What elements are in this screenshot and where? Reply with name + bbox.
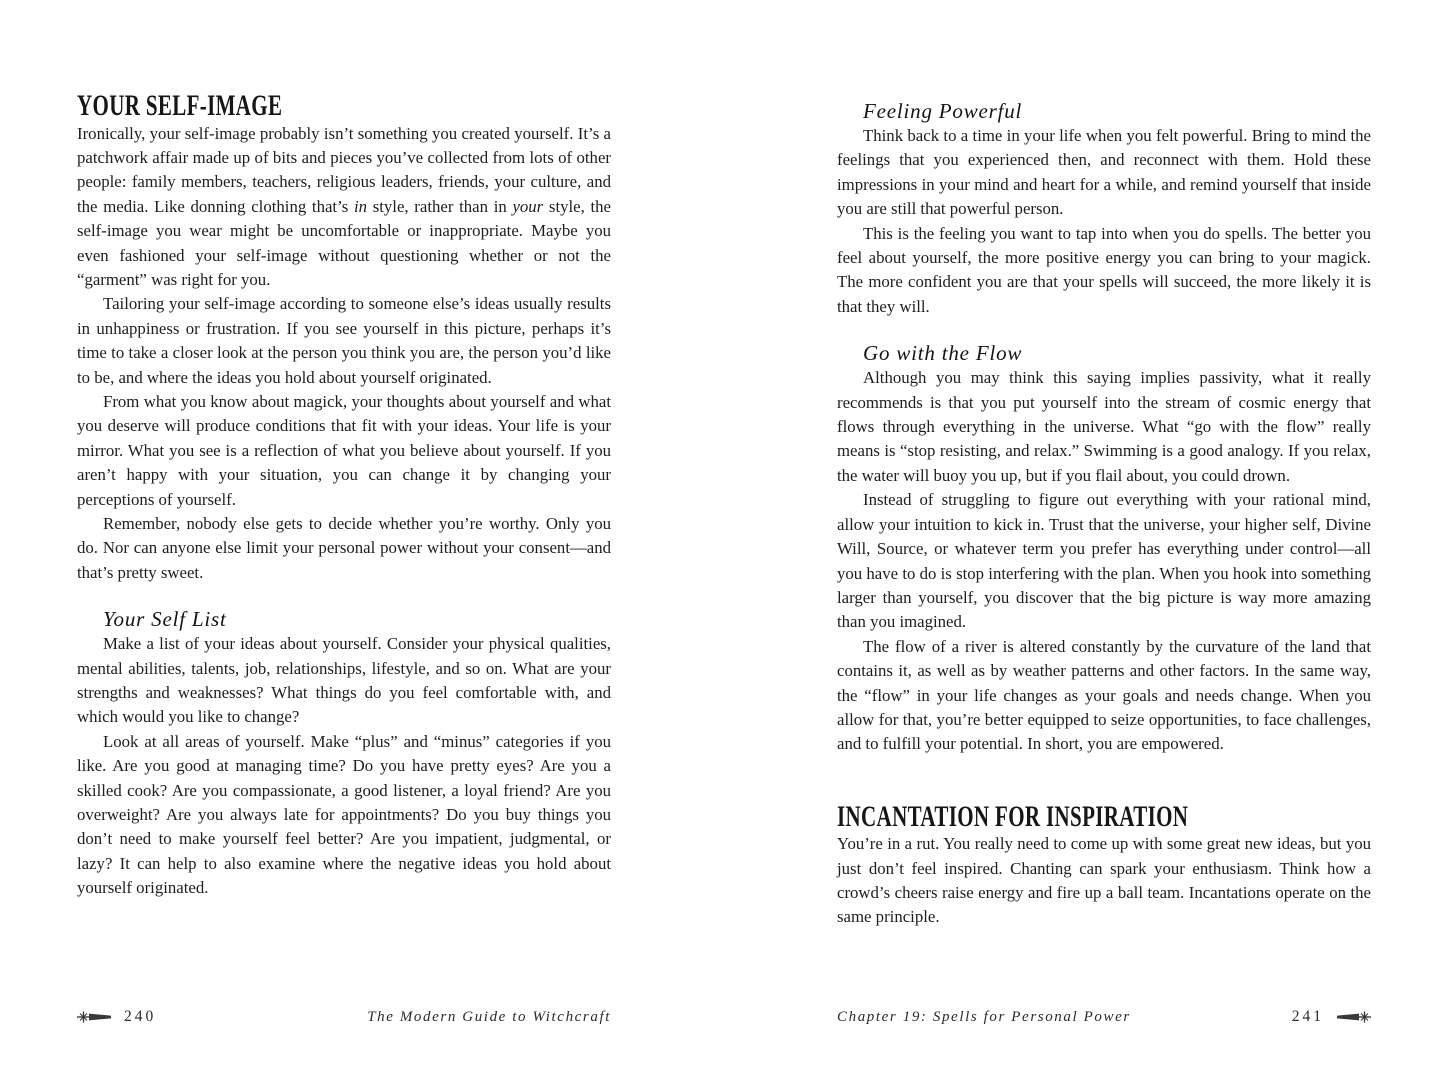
- paragraph: Think back to a time in your life when you felt powerful. Bring to mind the feelings that you experienced then, and reconnect with them. Hold these impressions in your mind and heart for a while, and remind yourself that inside you are still that powerful person.: [837, 126, 1371, 219]
- subheading-feeling-powerful: Feeling Powerful: [863, 99, 1023, 123]
- arrow-right-ornament-icon: [77, 1009, 111, 1025]
- paragraph: Look at all areas of yourself. Make “plus” and “minus” categories if you like. Are you good at managing time? Do you have pretty eyes? Are you a skilled cook? Are you compassionate, a good listener, a loyal friend? Are you overweight? Are you always late for appointments? Do you buy things you don’t need to make yourself feel better? Are you impatient, judgmental, or lazy? It can help to also examine where the negative ideas you hold about yourself originated.: [77, 731, 611, 898]
- paragraph: Instead of struggling to figure out everything with your rational mind, allow your intuition to kick in. Trust that the universe, your higher self, Divine Will, Source, or whatever term you prefer has everything under control—all you have to do is stop interfering with the plan. When you hook into something larger than yourself, you discover that the big picture is way more amazing than you imagined.: [837, 490, 1371, 632]
- paragraph-italic: in: [353, 196, 368, 216]
- subheading-your-self-list: Your Self List: [103, 607, 227, 632]
- paragraph: Although you may think this saying implies passivity, what it really recommends is that you put yourself into the stream of cosmic energy that flows through everything in the universe. What “go with the flow” really means is “stop resisting, and relax.” Swimming is a good analogy. If you relax, the water will buoy you up, but if you flail about, you could drown.: [837, 368, 1371, 485]
- chapter-title: Chapter 19: Spells for Personal Power: [837, 1008, 1131, 1025]
- section-heading-your-self-image: [77, 90, 611, 122]
- subheading-go-with-the-flow: Go with the Flow: [863, 341, 1023, 366]
- left-footer: [77, 1008, 611, 1026]
- paragraph-text: style, rather than in: [367, 196, 513, 216]
- right-footer: [837, 1008, 1371, 1026]
- paragraph: [77, 122, 611, 293]
- paragraph: From what you know about magick, your thoughts about yourself and what you deserve will produce conditions that fit with your ideas. Your life is your mirror. What you see is a reflection of what you believe about yourself. If you aren’t happy with your situation, you can change it by changing your perceptions of yourself.: [77, 391, 611, 509]
- paragraph: You’re in a rut. You really need to come up with some great new ideas, but you just don’t feel inspired. Chanting can spark your enthusiasm. Think how a crowd’s cheers raise energy and fire up a ball team. Incantations operate on the same principle.: [837, 834, 1371, 927]
- section-heading-text: INCANTATION FOR INSPIRATION: [837, 799, 1189, 833]
- paragraph-text: Ironically, your self-image probably isn’t something you created yourself. It’s a patchwork affair made up of bits and pieces you’ve collected from lots of other people: family members, teachers, religious leaders, friends, your culture, and the media. Like donning clothing that’s: [77, 123, 611, 216]
- page-number: 240: [124, 1008, 157, 1025]
- paragraph: Make a list of your ideas about yourself. Consider your physical qualities, mental abilities, talents, job, relationships, lifestyle, and so on. What are your strengths and weaknesses? What things do you feel comfortable with, and which would you like to change?: [77, 634, 611, 727]
- book-title: The Modern Guide to Witchcraft: [367, 1008, 611, 1025]
- right-page: [837, 0, 1371, 1084]
- paragraph: Remember, nobody else gets to decide whether you’re worthy. Only you do. Nor can anyone else limit your personal power without your consent—and that’s pretty sweet.: [77, 514, 611, 582]
- section-heading-text: YOUR SELF-IMAGE: [77, 89, 283, 122]
- arrow-left-ornament-icon: [1337, 1009, 1371, 1025]
- page-number: 241: [1291, 1008, 1324, 1025]
- paragraph-text: style, the self-image you wear might be uncomfortable or inappropriate. Maybe you even fashioned your self-image without questioning whether or not the “garment” was right for you.: [77, 196, 611, 289]
- paragraph: Tailoring your self-image according to someone else’s ideas usually results in unhappiness or frustration. If you see yourself in this picture, perhaps it’s time to take a closer look at the person you think you are, the person you’d like to be, and where the ideas you hold about yourself originated.: [77, 294, 611, 387]
- left-page: [77, 0, 611, 1084]
- paragraph: The flow of a river is altered constantly by the curvature of the land that contains it, as well as by weather patterns and other factors. In the same way, the “flow” in your life changes as your goals and needs change. When you allow for that, you’re better equipped to seize opportunities, to face challenges, and to fulfill your potential. In short, you are empowered.: [837, 636, 1371, 754]
- paragraph: This is the feeling you want to tap into when you do spells. The better you feel about yourself, the more positive energy you can bring to your magick. The more confident you are that your spells will succeed, the more likely it is that they will.: [837, 223, 1371, 316]
- paragraph-italic: your: [512, 196, 544, 216]
- section-heading-incantation: [837, 801, 1371, 833]
